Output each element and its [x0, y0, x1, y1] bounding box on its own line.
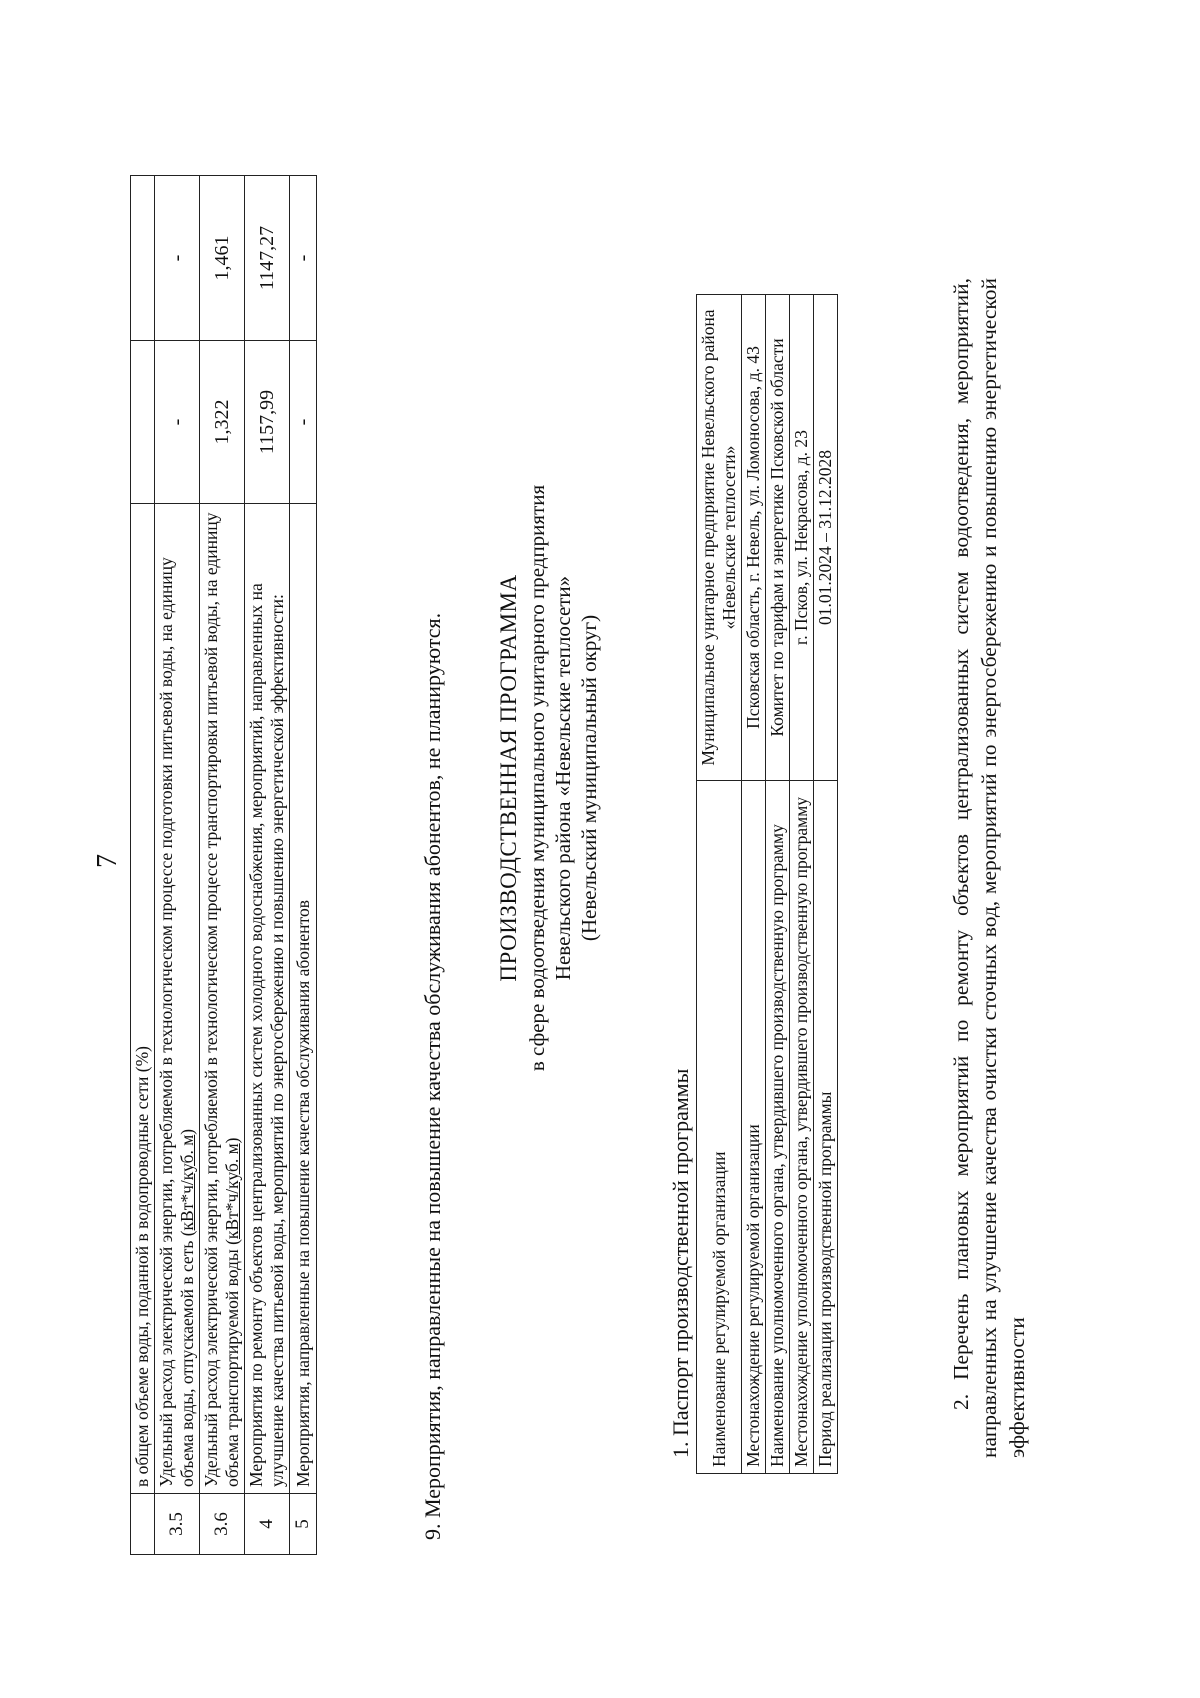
row-text-part: ): [222, 1137, 242, 1144]
table-row: [200, 176, 245, 1555]
indicators-table: [130, 175, 317, 1555]
table-row: [245, 176, 290, 1555]
value-cell: 1157,99: [245, 341, 290, 504]
passport-label: Наименование уполномоченного органа, утвердившего производственную программу: [766, 781, 790, 1474]
program-subtitle: Невельского района «Невельские теплосети»: [551, 575, 575, 981]
value-cell: -: [155, 176, 200, 341]
passport-value: Муниципальное унитарное предприятие Невельского района «Невельские теплосети»: [697, 295, 742, 781]
passport-label: Местонахождение уполномоченного органа, утвердившего производственную программу: [790, 781, 814, 1474]
passport-value: г. Псков, ул. Некрасова, д. 23: [790, 295, 814, 781]
row-number: 4: [245, 1494, 290, 1555]
unit-text: кВт*ч/куб. м: [177, 1134, 197, 1231]
row-number: [131, 1494, 155, 1555]
program-title: ПРОИЗВОДСТВЕННАЯ ПРОГРАММА: [496, 574, 521, 982]
table-row: [290, 176, 317, 1555]
program-subtitle: (Невельский муниципальный округ): [577, 614, 602, 942]
passport-label: Наименование регулируемой организации: [697, 781, 742, 1474]
program-subtitle: в сфере водоотведения муниципального унитарного предприятия: [524, 484, 549, 1072]
passport-label: Период реализации производственной программы: [814, 781, 838, 1474]
table-row: [155, 176, 200, 1555]
row-number: 5: [290, 1494, 317, 1555]
section-1-heading: 1. Паспорт производственной программы: [668, 1068, 693, 1458]
row-text-part: Удельный расход электрической энергии, потребляемой в технологическом процессе подготовки питьевой воды, на единицу объема воды, отпускаемой в сеть (: [156, 557, 197, 1487]
row-text-part: ): [177, 1128, 197, 1135]
passport-label: Местонахождение регулируемой организации: [742, 781, 766, 1474]
section-2-text: [948, 278, 1032, 1458]
row-text: [200, 504, 245, 1494]
table-row: [697, 295, 742, 1474]
value-cell: 1147,27: [245, 176, 290, 341]
program-heading: [495, 398, 603, 1158]
value-cell: 1,322: [200, 341, 245, 504]
table-row: [131, 176, 155, 1555]
table-row: [766, 295, 790, 1474]
row-text: Мероприятия по ремонту объектов централизованных систем холодного водоснабжения, мероприятий, направленных на улучшение качества питьевой воды, мероприятий по энергосбережению и повышению энергетической эффективности:: [245, 504, 290, 1494]
row-text: в общем объеме воды, поданной в водопроводные сети (%): [131, 504, 155, 1494]
passport-value: Псковская область, г. Невель, ул. Ломоносова, д. 43: [742, 295, 766, 781]
value-cell: [131, 176, 155, 341]
page-number: 7: [92, 854, 123, 868]
passport-table: [696, 294, 838, 1474]
section-2-body: 2. Перечень плановых мероприятий по ремонту объектов централизованных систем водоотведения, мероприятий, направленных на улучшение качества очистки сточных вод, мероприятий по энергосбережению и повышению энергетической эффективности: [949, 278, 1029, 1458]
value-cell: -: [290, 176, 317, 341]
row-text-part: Удельный расход электрической энергии, потребляемой в технологическом процессе транспортировки питьевой воды, на единицу объема транспортируемой воды (: [201, 512, 242, 1487]
table-row: [790, 295, 814, 1474]
table-row: [814, 295, 838, 1474]
passport-value: Комитет по тарифам и энергетике Псковской области: [766, 295, 790, 781]
unit-text: кВт*ч/куб. м: [222, 1143, 242, 1240]
value-cell: -: [155, 341, 200, 504]
section-9-text: 9. Мероприятия, направленные на повышение качества обслуживания абонентов, не планируются.: [420, 612, 445, 1540]
table-row: [742, 295, 766, 1474]
row-number: 3.6: [200, 1494, 245, 1555]
passport-value: 01.01.2024 – 31.12.2028: [814, 295, 838, 781]
value-cell: -: [290, 341, 317, 504]
value-cell: [131, 341, 155, 504]
row-text: Мероприятия, направленные на повышение качества обслуживания абонентов: [290, 504, 317, 1494]
row-text: [155, 504, 200, 1494]
value-cell: 1,461: [200, 176, 245, 341]
row-number: 3.5: [155, 1494, 200, 1555]
